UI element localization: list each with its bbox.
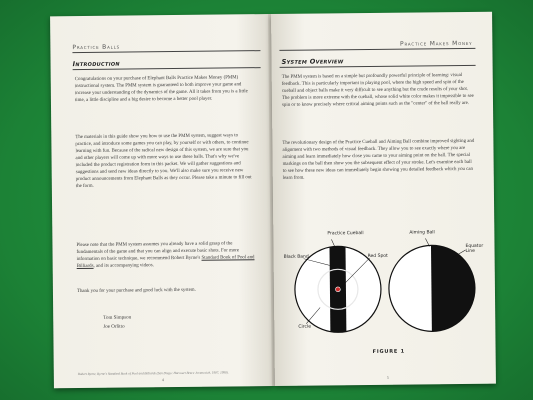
label-black-band: Black Band (283, 254, 309, 260)
intro-paragraph-4: Thank you for your purchase and good luck with the system. (76, 287, 196, 295)
aiming-ball-diagram (388, 238, 475, 332)
label-practice-cueball: Practice Cueball (327, 231, 364, 237)
running-head-right: Practice Makes Money (399, 39, 473, 48)
figure-caption: FIGURE 1 (372, 348, 405, 355)
intro-paragraph-2: The materials in this guide show you how to use the PMM system, suggest ways to practice, and introduce some games you can play, by yourself or with others, to continue learning with fun. Because of the radical new design of this system, we are sure that you and other players will come up with more ways to use these balls. That's why we've included the product registration form in this packet. We will gather suggestions and suggestions and send new ideas directly to you. We'll also make sure you receive new product announcements from Elephant Balls as they occur. Please take a minute to fill out the form. (75, 133, 252, 190)
book-suffix: , and its accompanying videos. (93, 263, 154, 269)
page-number-right: 5 (386, 374, 389, 380)
right-page (271, 12, 496, 386)
signature-1: Tom Simpson (103, 315, 132, 321)
figure-1 (279, 220, 490, 362)
left-page (50, 14, 273, 388)
signature-2: Joe Orlitto (103, 324, 125, 330)
running-head-left: Practice Balls (72, 43, 121, 52)
basic-technique-text: Please note that the PMM system assumes you already have a solid grasp of the fundamentals of the game and that you can align and execute basic shots. For more information on basic technique, we recommend Robert Byrne's (76, 241, 240, 263)
intro-paragraph-3 (76, 240, 256, 270)
label-aiming-ball: Aiming Ball (409, 230, 435, 236)
overview-paragraph-1: The PMM system is based on a simple but profoundly powerful principle of learning: visual feedback. This is particularly important in playing pool, where the high speed and spin of the cueball and object balls make it very difficult to see anything but the crude results of your shot. The problem is more extreme with the cueball, whose solid white color makes it impossible to see spin or to know precisely where critical aiming points such as the "center" of the ball really are. (281, 73, 474, 108)
footnote: Robert Byrne, Byrne's Standard Book of Pool and Billiards (San Diego: Harcourt Brace Jovanovich, 1987, 1998). (77, 370, 229, 377)
aiming-ball-black-half (431, 245, 475, 331)
red-spot-shape (336, 287, 341, 292)
book-title: Standard Book of Pool and Billiards (76, 255, 255, 270)
label-circle: Circle (298, 324, 311, 330)
section-title-system-overview: System Overview (281, 57, 344, 66)
label-equator-line: Equator Line (465, 243, 484, 254)
header-rule (279, 48, 475, 51)
open-booklet (50, 12, 496, 389)
intro-paragraph-1: Congratulations on your purchase of Elephant Balls Practice Makes Money (PMM) instructional system. The PMM system is guaranteed to both improve your game and increase your understanding of the dynamics of the game. All it takes from you is a little time, a little discipline and a big desire to become a better pool player. (74, 75, 248, 104)
section-title-introduction: Introduction (72, 59, 120, 69)
label-red-spot: Red Spot (367, 253, 388, 260)
overview-paragraph-2: The revolutionary design of the Practice Cueball and Aiming Ball combine improved sighting and alignment with two methods of visual feedback. They allow you to see exactly where you are aiming and learn immediately how close you came to your aiming point on the ball. The special markings on the ball then show you the subsequent effect of your stroke. Let's examine each ball to see how these new ideas can immediately begin showing you detailed feedback which you can learn from. (282, 138, 475, 181)
page-number-left: 4 (161, 377, 164, 383)
